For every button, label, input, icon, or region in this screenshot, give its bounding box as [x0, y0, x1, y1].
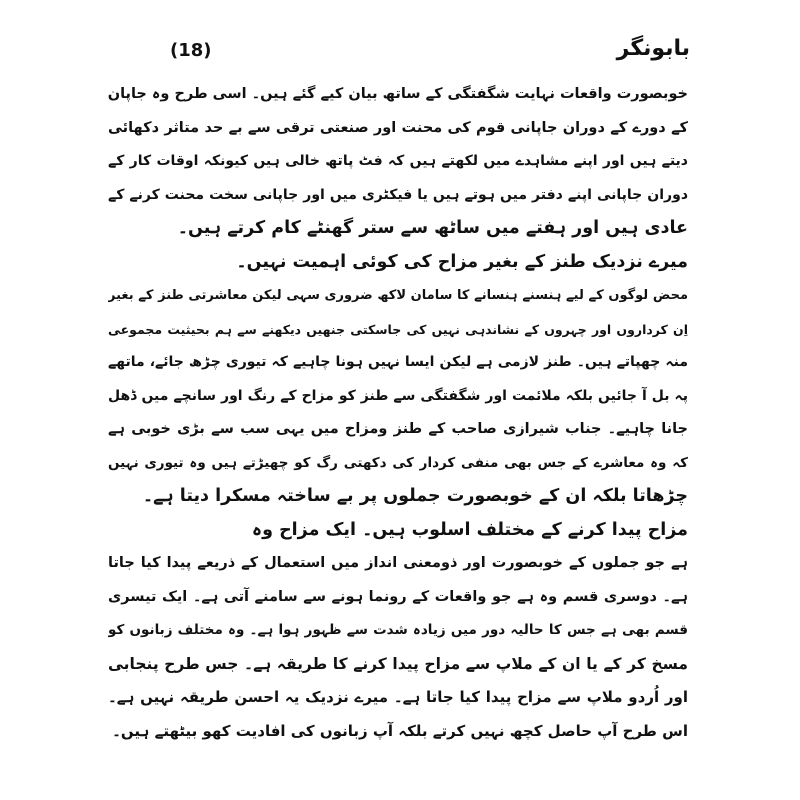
text-line: میرے نزدیک طنز کے بغیر مزاح کی کوئی اہمیت نہیں۔ [236, 251, 688, 272]
page-number: (18) [170, 40, 212, 61]
text-line: اِن کرداروں اور چہروں کے نشاندہی نہیں کی جاسکتی جنھیں دیکھنے سے ہم بحیثیت مجموعی [108, 321, 688, 337]
text-line: مسخ کر کے یا ان کے ملاپ سے مزاح پیدا کرنے کا طریقہ ہے۔ جس طرح پنجابی [108, 654, 688, 673]
text-line: قسم بھی ہے جس کا حالیہ دور میں زیادہ شدت سے ظہور ہوا ہے۔ وہ مختلف زبانوں کو [108, 622, 688, 638]
text-line: جانا چاہیے۔ جناب شیرازی صاحب کے طنز ومزاح میں یہی سب سے بڑی خوبی ہے [108, 421, 688, 437]
text-line: دوران جاپانی اپنے دفتر میں ہوتے ہیں یا فیکٹری میں اور جاپانی سخت محنت کرنے کے [108, 186, 688, 203]
page-header [60, 36, 740, 68]
text-line: عادی ہیں اور ہفتے میں ساٹھ سے ستر گھنٹے کام کرتے ہیں۔ [177, 218, 688, 238]
text-line: منہ چھپاتے ہیں۔ طنز لازمی ہے لیکن ایسا نہیں ہونا چاہیے کہ تیوری چڑھ جائے، ماتھے [108, 354, 688, 370]
text-line: خوبصورت واقعات نہایت شگفتگی کے ساتھ بیان کیے گئے ہیں۔ اسی طرح وہ جاپان [108, 86, 688, 102]
text-line: دیتے ہیں اور اپنے مشاہدے میں لکھتے ہیں کہ فٹ پاتھ خالی ہیں کیونکہ اوقات کار کے [108, 153, 688, 169]
text-line: کہ وہ معاشرے کے جس بھی منفی کردار کی دکھتی رگ کو چھیڑتے ہیں وہ تیوری نہیں [108, 454, 688, 471]
body-text [108, 78, 688, 748]
text-line: محض لوگوں کے لیے ہنسنے ہنسانے کا سامان لاکھ ضروری سہی لیکن معاشرتی طنز کے بغیر [108, 288, 688, 303]
text-line: چڑھاتا بلکہ ان کے خوبصورت جملوں پر بے ساختہ مسکرا دیتا ہے۔ [142, 486, 688, 506]
text-line: ہے جو جملوں کے خوبصورت اور ذومعنی انداز میں استعمال کے ذریعے پیدا کیا جاتا [108, 555, 688, 571]
text-line: مزاح پیدا کرنے کے مختلف اسلوب ہیں۔ ایک مزاح وہ [251, 519, 688, 540]
text-line: ہے۔ دوسری قسم وہ ہے جو واقعات کے رونما ہونے سے سامنے آتی ہے۔ ایک تیسری [108, 588, 688, 605]
text-line: اور اُردو ملاپ سے مزاح پیدا کیا جاتا ہے۔ میرے نزدیک یہ احسن طریقہ نہیں ہے۔ [108, 688, 688, 706]
running-head: بابونگر [616, 36, 690, 61]
text-line: پہ بل آ جائیں بلکہ ملائمت اور شگفتگی سے طنز کو مزاح کے رنگ اور سانچے میں ڈھل [108, 387, 688, 404]
text-line: اس طرح آپ حاصل کچھ نہیں کرتے بلکہ آپ زبانوں کی افادیت کھو بیٹھتے ہیں۔ [112, 721, 688, 740]
text-line: کے دورے کے دوران جاپانی قوم کی محنت اور صنعتی ترقی سے بے حد متاثر دکھائی [108, 119, 688, 136]
